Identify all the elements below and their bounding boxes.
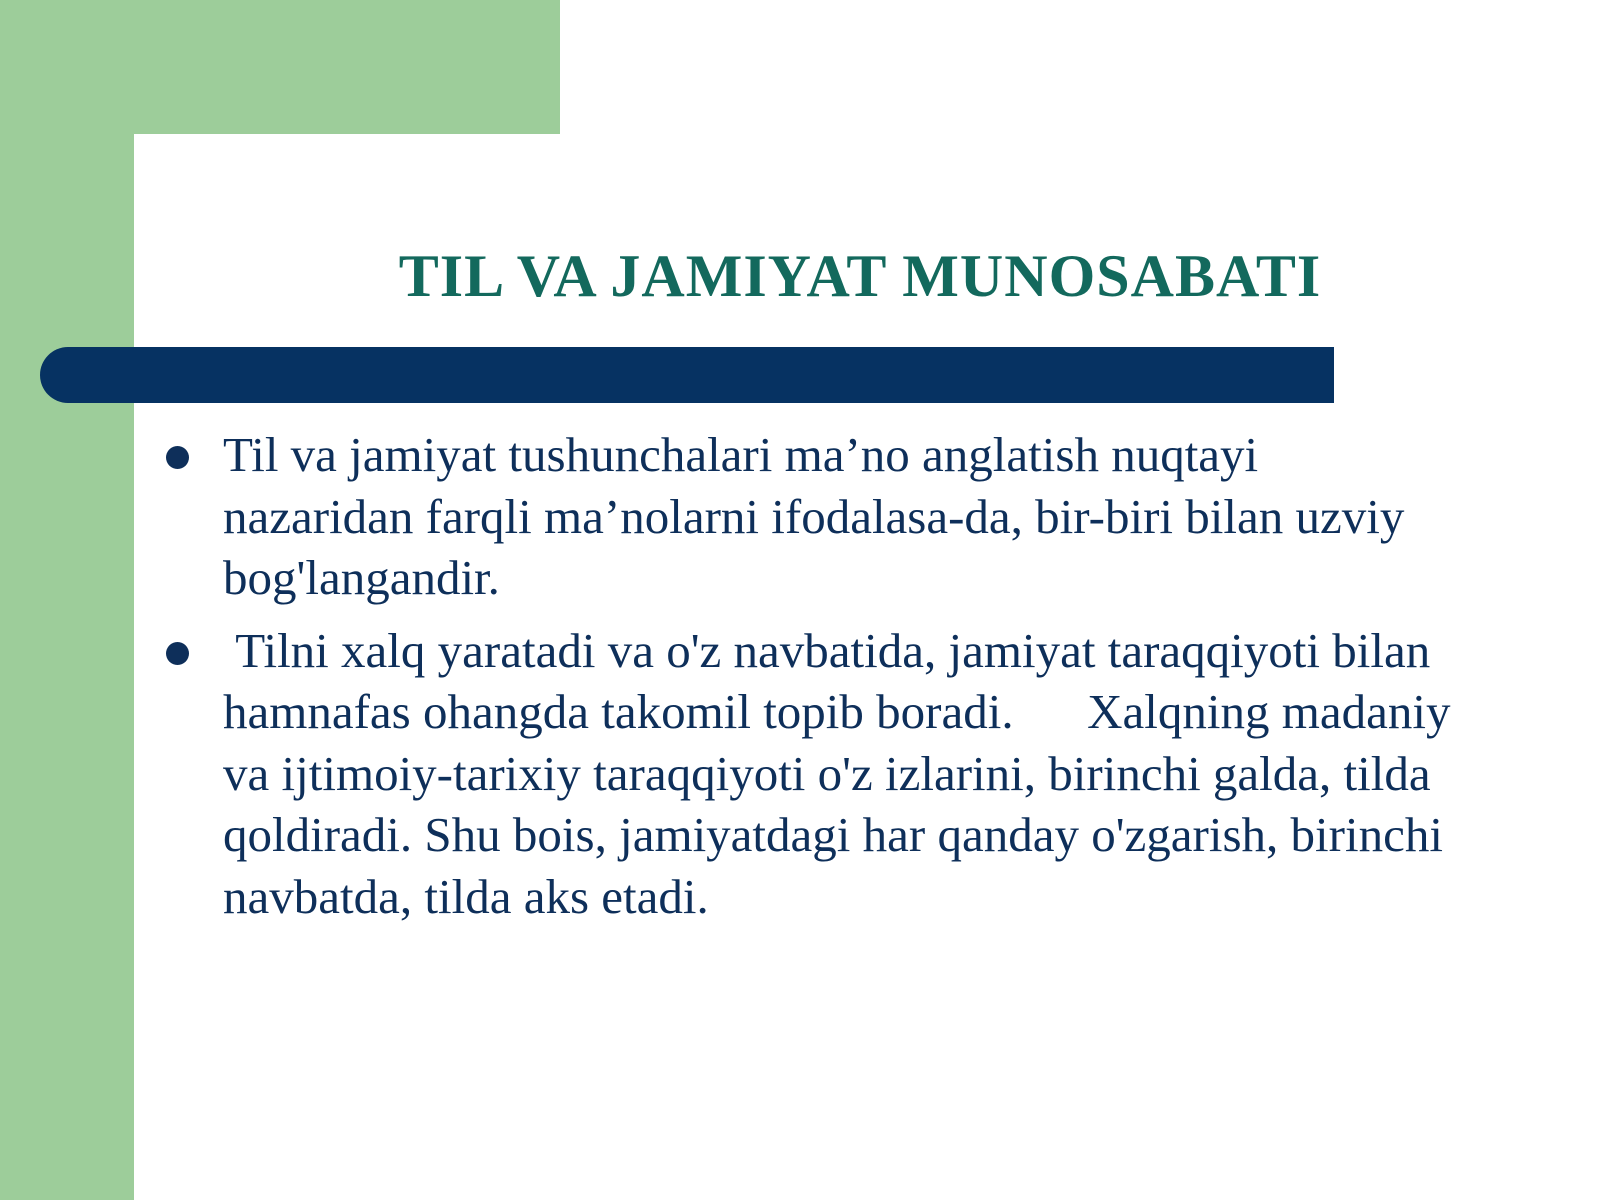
bullet-text: Tilni xalq yaratadi va o'z navbatida, jamiyat taraqqiyoti bilan hamnafas ohangda takomil topib boradi. Xalqning madaniy va ijtimoiy-tarixiy taraqqiyoti o'z izlarini, birinchi galda, tilda qoldiradi. Shu bois, jamiyatdagi har qanday o'zgarish, birinchi navbatda, tilda aks etadi. — [223, 622, 1463, 924]
bullet-dot-icon — [166, 446, 189, 469]
bullet-item — [160, 620, 1463, 928]
green-top-decoration — [0, 0, 560, 134]
bullet-text: Til va jamiyat tushunchalari ma’no anglatish nuqtayi nazaridan farqli ma’nolarni ifodalasa-da, bir-biri bilan uzviy bog'langandir. — [223, 427, 1417, 605]
bullet-dot-icon — [166, 642, 189, 665]
bullet-item — [160, 424, 1460, 609]
title-divider-bar — [40, 347, 1334, 403]
slide-title: TIL VA JAMIYAT MUNOSABATI — [398, 243, 1322, 309]
green-side-decoration — [0, 0, 134, 1200]
bullet-list — [160, 424, 1463, 938]
